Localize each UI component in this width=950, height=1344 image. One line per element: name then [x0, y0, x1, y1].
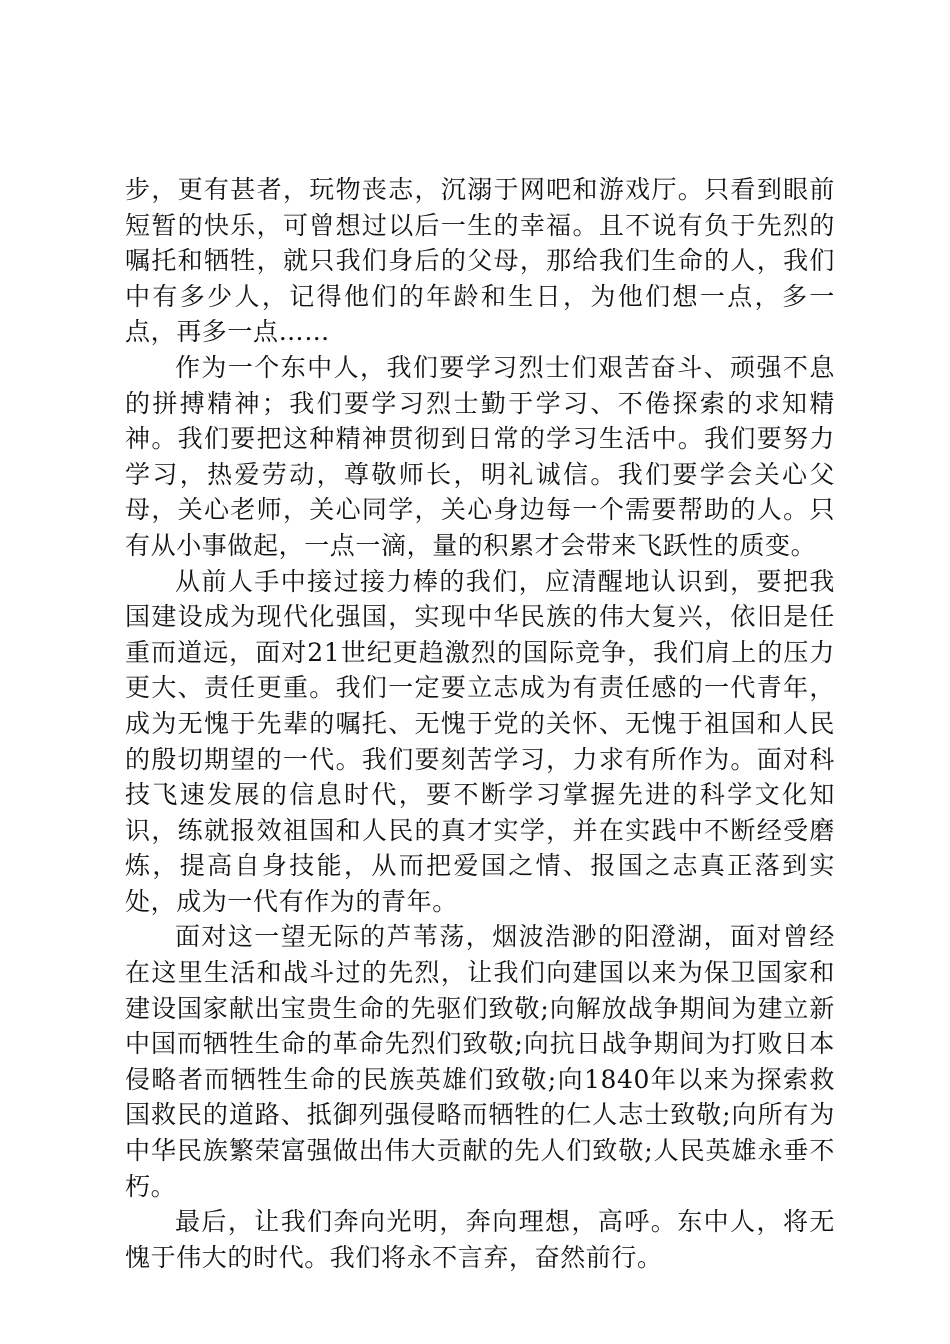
paragraph-continued: 步，更有甚者，玩物丧志，沉溺于网吧和游戏厅。只看到眼前短暂的快乐，可曾想过以后一生的幸福。且不说有负于先烈的嘱托和牺牲，就只我们身后的父母，那给我们生命的人，我们中有多少人，记得他们的年龄和生日，为他们想一点，多一点，再多一点…… [125, 175, 835, 347]
paragraph-spirit: 作为一个东中人，我们要学习烈士们艰苦奋斗、顽强不息的拼搏精神；我们要学习烈士勤于学习、不倦探索的求知精神。我们要把这种精神贯彻到日常的学习生活中。我们要努力学习，热爱劳动，尊敬师长，明礼诚信。我们要学会关心父母，关心老师，关心同学，关心身边每一个需要帮助的人。只有从小事做起，一点一滴，量的积累才会带来飞跃性的质变。 [125, 352, 835, 560]
paragraph-responsibility: 从前人手中接过接力棒的我们，应清醒地认识到，要把我国建设成为现代化强国，实现中华民族的伟大复兴，依旧是任重而道远，面对21世纪更趋激烈的国际竞争，我们肩上的压力更大、责任更重。我们一定要立志成为有责任感的一代青年，成为无愧于先辈的嘱托、无愧于党的关怀、无愧于祖国和人民的殷切期望的一代。我们要刻苦学习，力求有所作为。面对科技飞速发展的信息时代，要不断学习掌握先进的科学文化知识，练就报效祖国和人民的真才实学，并在实践中不断经受磨炼，提高自身技能，从而把爱国之情、报国之志真正落到实处，成为一代有作为的青年。 [125, 566, 835, 916]
paragraph-tribute: 面对这一望无际的芦苇荡，烟波浩渺的阳澄湖，面对曾经在这里生活和战斗过的先烈，让我们向建国以来为保卫国家和建设国家献出宝贵生命的先驱们致敬;向解放战争期间为建立新中国而牺牲生命的革命先烈们致敬;向抗日战争期间为打败日本侵略者而牺牲生命的民族英雄们致敬;向1840年以来为探索救国救民的道路、抵御列强侵略而牺牲的仁人志士致敬;向所有为中华民族繁荣富强做出伟大贡献的先人们致敬;人民英雄永垂不朽。 [125, 922, 835, 1201]
document-body [125, 172, 835, 1275]
paragraph-conclusion: 最后，让我们奔向光明，奔向理想，高呼。东中人，将无愧于伟大的时代。我们将永不言弃，奋然前行。 [125, 1207, 835, 1272]
